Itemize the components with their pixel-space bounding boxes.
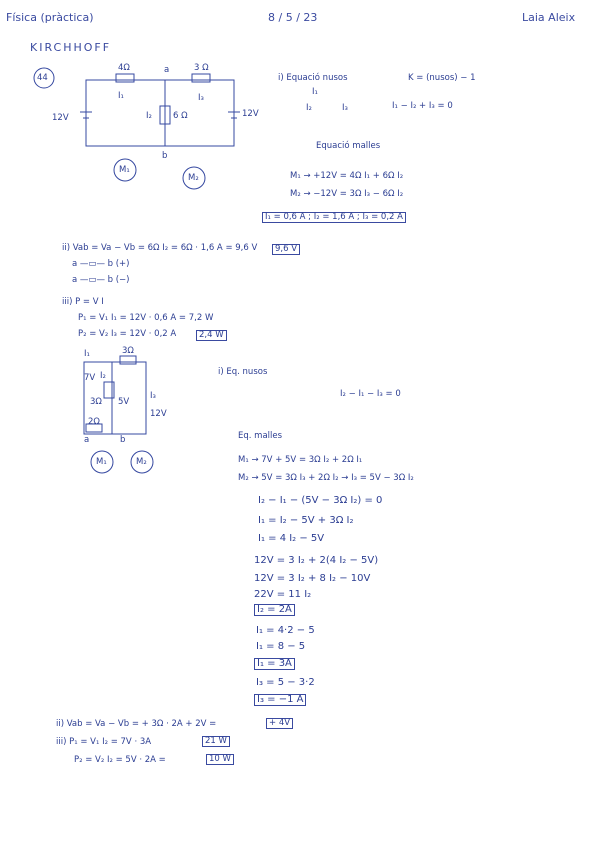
calc-step: 12V = 3 I₂ + 2(4 I₂ − 5V) — [254, 555, 379, 566]
part-title: i) Equació nusos — [278, 73, 348, 83]
mesh-equation: M₂ → 5V = 3Ω I₃ + 2Ω I₂ → I₃ = 5V − 3Ω I₂ — [238, 473, 414, 483]
voltage-label: 12V — [52, 113, 69, 123]
node-label: b — [162, 151, 168, 161]
mesh-equation: M₁ → +12V = 4Ω I₁ + 6Ω I₂ — [290, 171, 404, 181]
node-label: a — [164, 65, 170, 75]
mesh-label: M₁ — [119, 165, 130, 175]
result-box: 10 W — [206, 754, 234, 765]
author-name: Laia Aleix — [522, 11, 576, 24]
node-equation: I₁ − I₂ + I₃ = 0 — [392, 101, 453, 111]
power-line: P₂ = V₂ I₃ = 12V · 0,2 A — [78, 329, 177, 339]
resistor-label: 3Ω — [122, 346, 134, 356]
calc-step: I₁ = 4 I₂ − 5V — [258, 533, 325, 544]
resistor-label: 3Ω — [90, 397, 102, 407]
voltage-label: 12V — [150, 409, 167, 419]
current-label: I₂ — [146, 111, 152, 121]
mesh-equation: M₂ → −12V = 3Ω I₃ − 6Ω I₂ — [290, 189, 404, 199]
power-line: P₁ = V₁ I₁ = 12V · 0,6 A = 7,2 W — [78, 313, 214, 323]
calc-step: I₂ − I₁ − (5V − 3Ω I₂) = 0 — [258, 495, 383, 506]
calc-step: I₁ = I₂ − 5V + 3Ω I₂ — [258, 515, 354, 526]
mesh-title: Eq. malles — [238, 431, 283, 441]
mesh-equation: M₁ → 7V + 5V = 3Ω I₂ + 2Ω I₁ — [238, 455, 363, 465]
node-label: a — [84, 435, 90, 445]
subject-title: Física (pràctica) — [6, 11, 94, 24]
mesh-label: M₁ — [96, 457, 107, 467]
voltage-label: 5V — [118, 397, 130, 407]
node-label: b — [120, 435, 126, 445]
node-current: I₂ — [306, 103, 312, 113]
result-box: I₂ = 2A — [254, 604, 295, 616]
current-label: I₁ — [84, 349, 90, 359]
voltage-label: 7V — [84, 373, 96, 383]
resistor-label: 6 Ω — [173, 111, 188, 121]
resistor-label: 4Ω — [118, 63, 130, 73]
formula: K = (nusos) − 1 — [408, 73, 476, 83]
node-current: I₁ — [312, 87, 318, 97]
section-heading: KIRCHHOFF — [30, 41, 112, 54]
current-label: I₃ — [150, 391, 156, 401]
date: 8 / 5 / 23 — [268, 11, 318, 24]
part-title: i) Eq. nusos — [218, 367, 268, 377]
calc-step: I₁ = 8 − 5 — [256, 641, 306, 652]
part-title: iii) P = V I — [62, 297, 104, 307]
result-box: I₁ = 0,6 A ; I₂ = 1,6 A ; I₃ = 0,2 A — [262, 212, 406, 223]
result-box: 2,4 W — [196, 330, 227, 341]
calc-step: 12V = 3 I₂ + 8 I₂ − 10V — [254, 573, 371, 584]
voltage-label: 12V — [242, 109, 259, 119]
power-line: iii) P₁ = V₁ I₂ = 7V · 3A — [56, 737, 152, 747]
calc-step: I₃ = 5 − 3·2 — [256, 677, 315, 688]
node-current: I₃ — [342, 103, 348, 113]
result-box: I₃ = −1 A — [254, 694, 306, 706]
problem-number: 44 — [37, 73, 48, 83]
part-line: ii) Vab = Va − Vb = 6Ω I₂ = 6Ω · 1,6 A = 9,6 V — [62, 243, 258, 253]
calc-step: I₁ = 4·2 − 5 — [256, 625, 315, 636]
current-label: I₁ — [118, 91, 124, 101]
calc-step: 22V = 11 I₂ — [254, 589, 312, 600]
result-box: I₁ = 3A — [254, 658, 295, 670]
result-box: 9,6 V — [272, 244, 300, 255]
mesh-title: Equació malles — [316, 141, 381, 151]
result-box: + 4V — [266, 718, 293, 729]
mesh-label: M₂ — [136, 457, 147, 467]
current-label: I₃ — [198, 93, 204, 103]
node-equation: I₂ − I₁ − I₃ = 0 — [340, 389, 401, 399]
power-line: P₂ = V₂ I₂ = 5V · 2A = — [74, 755, 166, 765]
resistor-label: 2Ω — [88, 417, 100, 427]
current-label: I₂ — [100, 371, 106, 381]
resistor-label: 3 Ω — [194, 63, 209, 73]
part-line: ii) Vab = Va − Vb = + 3Ω · 2A + 2V = — [56, 719, 217, 729]
result-box: 21 W — [202, 736, 230, 747]
sign-note: a —▭— b (−) — [72, 275, 130, 285]
mesh-label: M₂ — [188, 173, 199, 183]
sign-note: a —▭— b (+) — [72, 259, 130, 269]
